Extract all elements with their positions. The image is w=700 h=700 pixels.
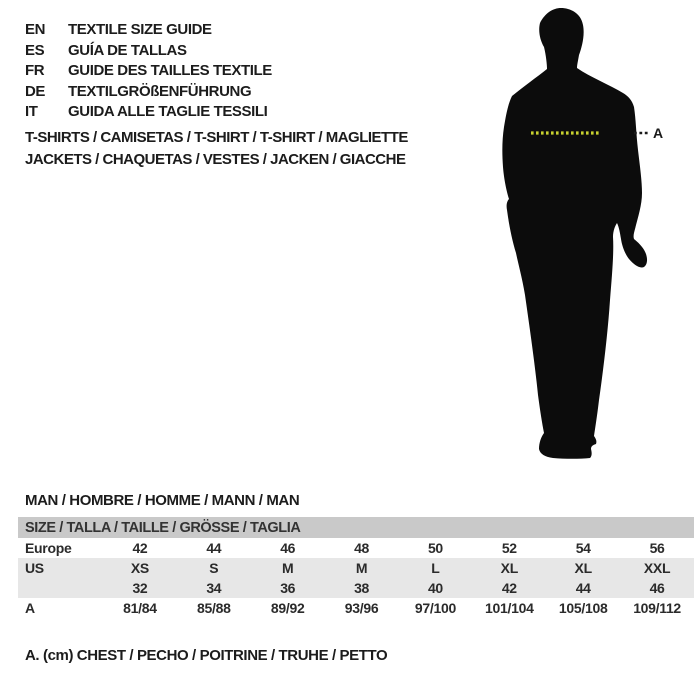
language-label: GUIDE DES TAILLES TEXTILE (68, 62, 272, 79)
size-cell: 89/92 (270, 600, 305, 616)
category-line-tshirts: T-SHIRTS / CAMISETAS / T-SHIRT / T-SHIRT / MAGLIETTE (25, 129, 408, 146)
size-cell: 109/112 (633, 600, 681, 616)
size-cell: 46 (280, 540, 296, 556)
language-code: EN (25, 21, 46, 38)
language-row (25, 41, 272, 62)
language-code: FR (25, 62, 45, 79)
language-code: ES (25, 41, 45, 59)
measurement-a-label: A (653, 125, 664, 141)
size-cell: 50 (427, 540, 443, 556)
size-cell: 85/88 (197, 600, 231, 616)
size-cell: 56 (649, 540, 665, 556)
size-table-header: SIZE / TALLA / TAILLE / GRÖSSE / TAGLIA (18, 517, 694, 538)
size-row-us (18, 558, 694, 578)
language-label: TEXTILGRÖßENFÜHRUNG (68, 82, 252, 100)
size-cell: S (209, 560, 219, 576)
size-cell: 48 (354, 540, 370, 556)
size-cell: 44 (575, 580, 591, 596)
language-list (25, 20, 272, 123)
man-figure (495, 5, 675, 470)
size-cell: XS (130, 560, 149, 576)
size-cell: 44 (206, 540, 222, 556)
size-cell: 81/84 (123, 600, 157, 616)
language-label: TEXTILE SIZE GUIDE (68, 21, 212, 38)
size-row-chest (18, 598, 694, 618)
size-cell: XL (574, 560, 592, 576)
language-row (25, 102, 272, 123)
language-code: DE (25, 82, 46, 100)
size-cell: M (282, 560, 294, 576)
size-cell: XL (500, 560, 518, 576)
row-label (18, 578, 103, 598)
row-label: Europe (25, 540, 72, 556)
size-cell: 46 (649, 580, 665, 596)
size-cell: 42 (501, 580, 517, 596)
language-code: IT (25, 103, 38, 120)
size-table (18, 517, 694, 618)
size-cell: 42 (132, 540, 148, 556)
size-cell: 105/108 (558, 600, 608, 616)
category-block (25, 127, 408, 171)
man-silhouette (502, 8, 647, 459)
measurement-legend: A. (cm) CHEST / PECHO / POITRINE / TRUHE / PETTO (25, 647, 388, 664)
size-cell: 40 (427, 580, 443, 596)
size-row-us-numeric (18, 578, 694, 598)
size-cell: 97/100 (414, 600, 456, 616)
size-cell: 36 (280, 580, 296, 596)
size-cell: M (355, 560, 368, 576)
size-cell: 34 (206, 580, 222, 596)
size-cell: 93/96 (344, 600, 379, 616)
size-cell: XXL (643, 560, 671, 576)
language-label: GUIDA ALLE TAGLIE TESSILI (68, 103, 268, 120)
category-line-jackets: JACKETS / CHAQUETAS / VESTES / JACKEN / GIACCHE (25, 151, 406, 168)
language-row (25, 61, 272, 82)
row-label: US (25, 560, 44, 576)
man-silhouette-svg (495, 5, 675, 470)
size-cell: 101/104 (485, 600, 534, 616)
size-cell: 54 (575, 540, 591, 556)
row-label: A (25, 600, 35, 616)
language-row (25, 20, 272, 41)
section-title-man: MAN / HOMBRE / HOMME / MANN / MAN (25, 492, 300, 509)
size-row-europe (18, 538, 694, 558)
size-cell: 32 (132, 580, 148, 596)
size-cell: L (431, 560, 440, 576)
size-cell: 52 (501, 540, 517, 556)
size-cell: 38 (354, 580, 370, 596)
size-table-header-row (18, 517, 694, 538)
language-row (25, 82, 272, 103)
language-label: GUÍA DE TALLAS (68, 41, 187, 59)
